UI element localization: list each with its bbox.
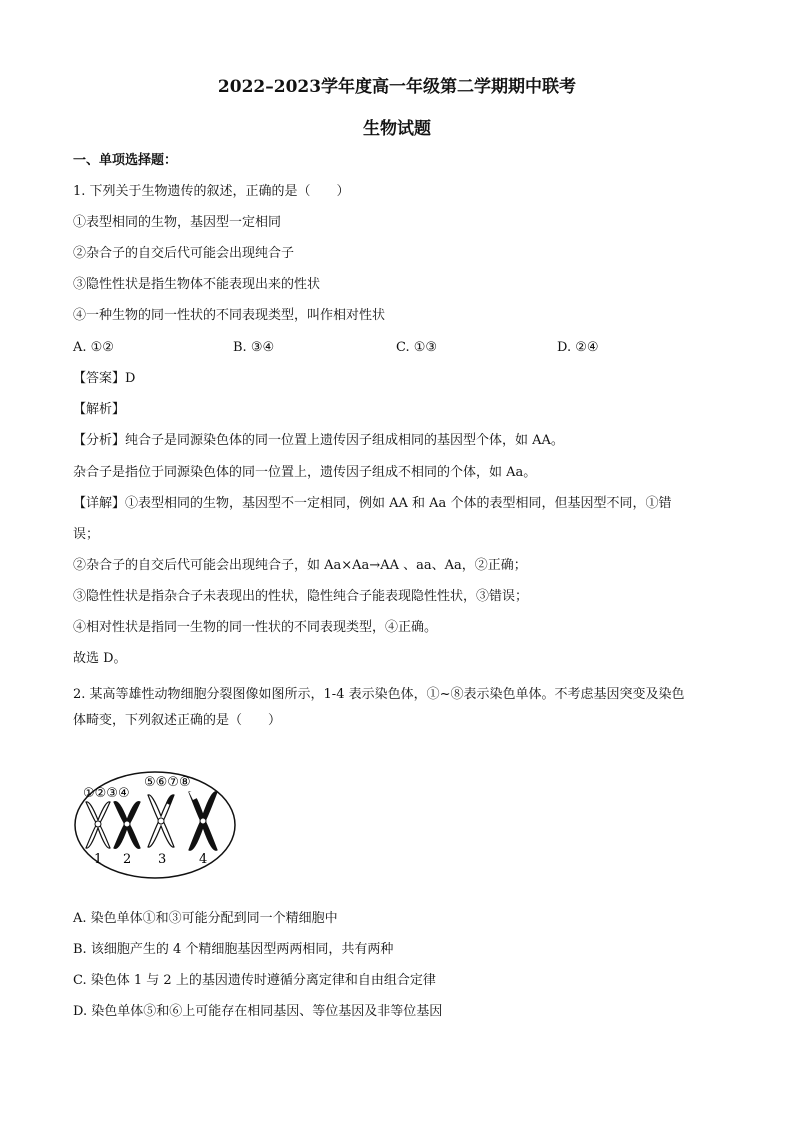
question-1-stem: 1. 下列关于生物遗传的叙述，正确的是（ ）	[73, 184, 350, 199]
q1-answer: 【答案】D	[73, 371, 136, 386]
q1-analysis-line: 【详解】①表型相同的生物，基因型不一定相同，例如 AA 和 Aa 个体的表型相同，但基因型不同，①错	[73, 496, 672, 511]
q1-analysis-line: ④相对性状是指同一生物的同一性状的不同表现类型，④正确。	[73, 620, 438, 635]
q1-analysis-line: ③隐性性状是指杂合子未表现出的性状，隐性纯合子能表现隐性性状，③错误；	[73, 589, 529, 604]
q1-analysis-label: 【解析】	[73, 402, 126, 417]
chromosome-label-3: 3	[158, 852, 167, 867]
q1-option-b: B. ③④	[233, 340, 275, 355]
chromosome-3	[148, 795, 174, 847]
q1-analysis-line: 【分析】纯合子是同源染色体的同一位置上遗传因子组成相同的基因型个体，如 AA。	[73, 433, 564, 448]
page-subtitle: 生物试题	[363, 119, 431, 139]
q1-option-d: D. ②④	[557, 340, 599, 355]
q1-option-c: C. ①③	[396, 340, 438, 355]
chromosome-label-4: 4	[199, 852, 208, 867]
q1-statement-1: ①表型相同的生物，基因型一定相同	[73, 215, 282, 230]
q1-statement-4: ④一种生物的同一性状的不同表现类型，叫作相对性状	[73, 308, 386, 323]
chromatid-labels-right: ⑤⑥⑦⑧	[144, 775, 191, 790]
chromosome-4	[189, 791, 217, 850]
page-title: 2022–2023学年度高一年级第二学期期中联考	[217, 77, 577, 97]
q2-option-a: A. 染色单体①和③可能分配到同一个精细胞中	[73, 911, 338, 926]
chromatid-labels-left: ①②③④	[83, 786, 130, 801]
q1-analysis-line: 故选 D。	[73, 651, 127, 666]
q2-option-b: B. 该细胞产生的 4 个精细胞基因型两两相同，共有两种	[73, 942, 394, 957]
section-heading: 一、单项选择题：	[73, 153, 178, 168]
q1-analysis-line: 误；	[73, 527, 100, 542]
q2-option-c: C. 染色体 1 与 2 上的基因遗传时遵循分离定律和自由组合定律	[73, 973, 436, 988]
chromosome-label-1: 1	[94, 852, 103, 867]
question-2-stem-cont: 体畸变，下列叙述正确的是（ ）	[73, 713, 282, 728]
chromosome-1	[86, 802, 110, 848]
q2-option-d: D. 染色单体⑤和⑥上可能存在相同基因、等位基因及非等位基因	[73, 1004, 443, 1019]
question-2-stem: 2. 某高等雄性动物细胞分裂图像如图所示，1-4 表示染色体，①~⑧表示染色单体。不考虑基因突变及染色	[73, 687, 685, 702]
chromosome-2	[114, 802, 140, 849]
q1-statement-3: ③隐性性状是指生物体不能表现出来的性状	[73, 277, 321, 292]
q1-statement-2: ②杂合子的自交后代可能会出现纯合子	[73, 246, 295, 261]
q1-option-a: A. ①②	[73, 340, 114, 355]
q1-analysis-line: ②杂合子的自交后代可能会出现纯合子，如 Aa×Aa→AA 、aa、Aa，②正确；	[73, 558, 527, 573]
chromosome-label-2: 2	[123, 852, 132, 867]
cell-division-figure	[73, 770, 238, 880]
q1-analysis-line: 杂合子是指位于同源染色体的同一位置上，遗传因子组成不相同的个体，如 Aa。	[73, 465, 537, 480]
